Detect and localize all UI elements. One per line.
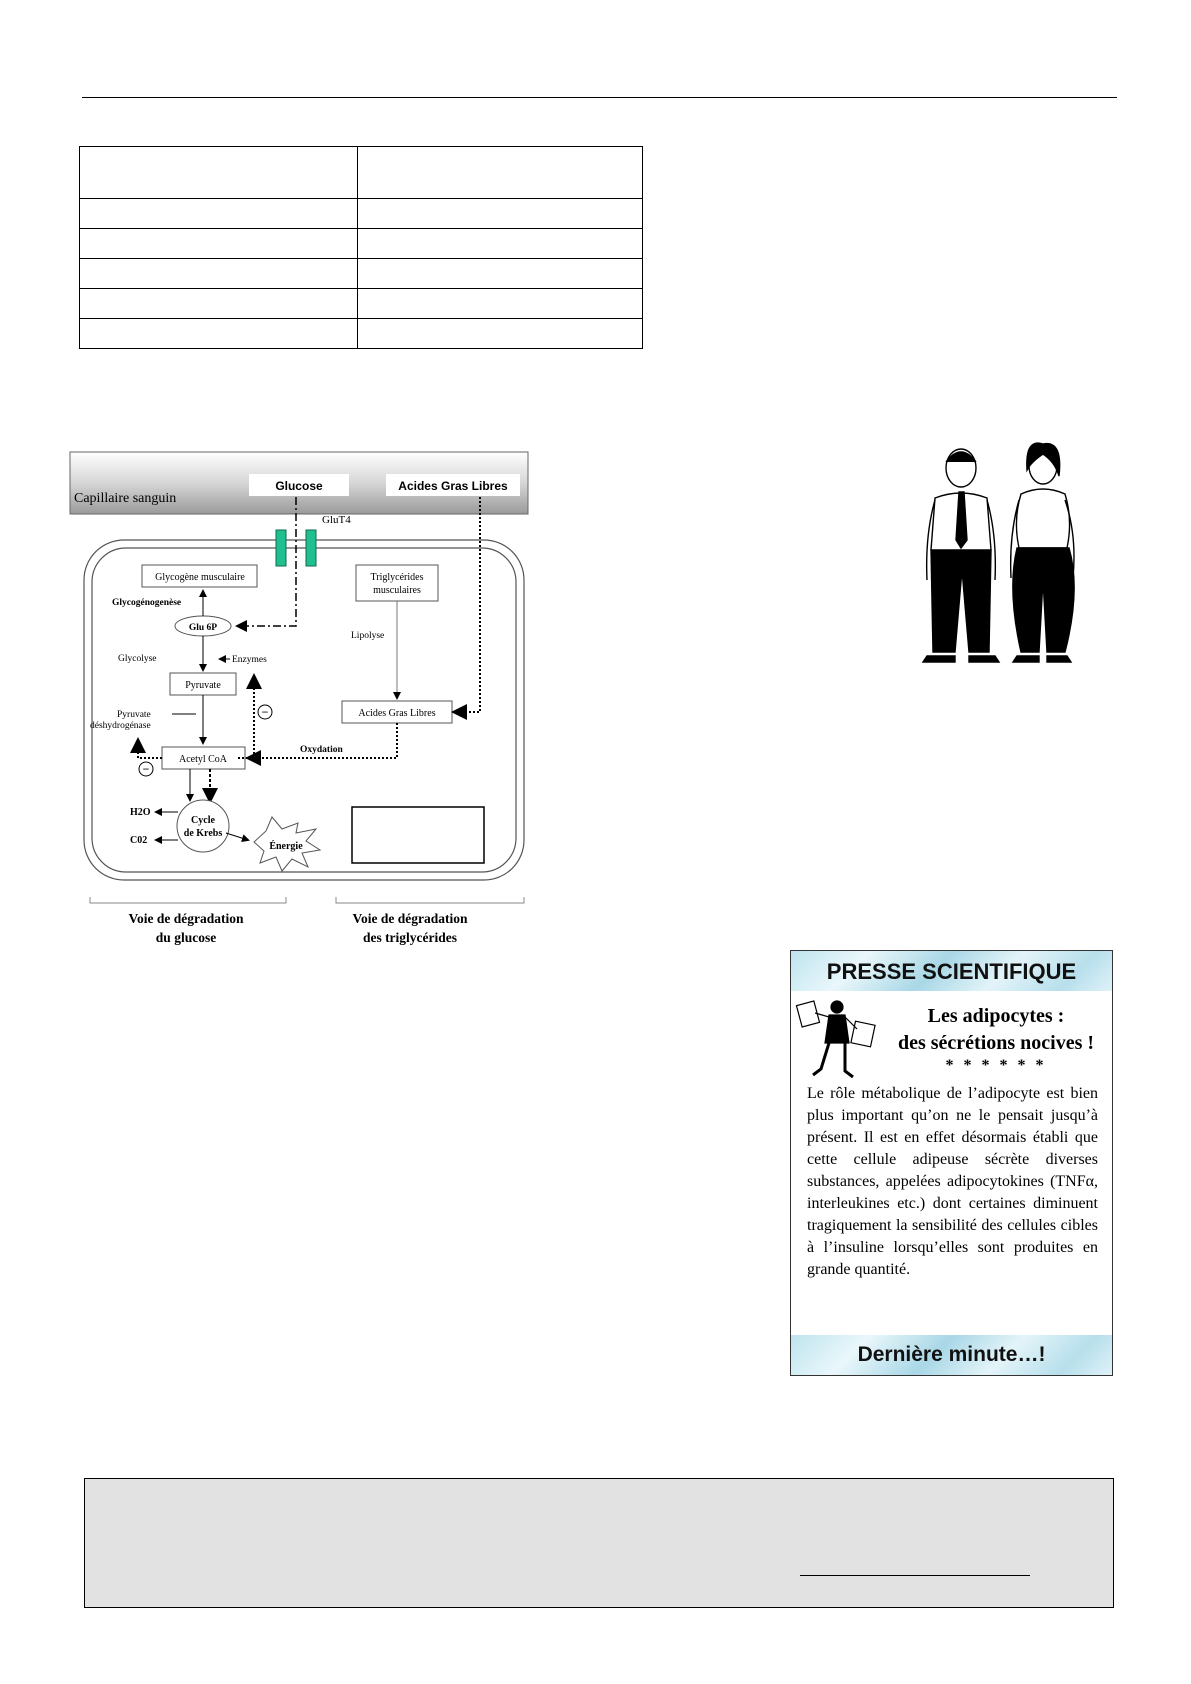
pyruvate-dh-label-1: Pyruvate xyxy=(117,710,151,720)
bottom-answer-box[interactable] xyxy=(84,1478,1114,1608)
press-body: Le rôle métabolique de l’adipocyte est bien plus important qu’on ne le pensait jusqu’à présent. Il est en effet désormais établi que cette cellule adipeuse sécrète diverses substances, appelées adipocytokines (TNFα, interleukines etc.) dont certaines diminuent tragiquement la sensibilité des cellules cibles à l’insuline lorsqu’elles sont produites en grande quantité. xyxy=(807,1085,1098,1278)
voie-glucose-label-2: du glucose xyxy=(155,930,217,945)
krebs-cycle-node xyxy=(177,800,229,852)
newspaper-right-icon xyxy=(851,1021,875,1047)
voie-tg-label-2: des triglycérides xyxy=(362,930,458,945)
answer-box[interactable] xyxy=(352,807,484,863)
brace-triglycerides xyxy=(336,897,524,903)
glut4-label: GluT4 xyxy=(322,514,351,526)
man-trousers xyxy=(931,550,991,652)
obese-couple-illustration xyxy=(905,440,1095,670)
agl-inner-label: Acides Gras Libres xyxy=(358,708,436,719)
arrow-energie xyxy=(226,833,248,840)
capillary-label: Capillaire sanguin xyxy=(74,491,177,506)
arrow-agl-entry xyxy=(455,497,480,712)
blank-table xyxy=(79,146,643,349)
table-cell[interactable] xyxy=(358,199,643,229)
man-shoes xyxy=(923,656,999,662)
newspaper-boy-icon xyxy=(795,995,885,1083)
krebs-label-2: de Krebs xyxy=(183,828,223,839)
glycogene-label: Glycogène musculaire xyxy=(155,572,245,583)
acetyl-coa-label: Acetyl CoA xyxy=(178,754,228,765)
enzymes-label: Enzymes xyxy=(232,655,267,665)
glycolyse-label: Glycolyse xyxy=(118,654,157,664)
table-cell[interactable] xyxy=(358,147,643,199)
pyruvate-label: Pyruvate xyxy=(185,680,221,691)
table-cell[interactable] xyxy=(80,147,358,199)
energie-label: Énergie xyxy=(269,841,303,852)
agl-top-label: Acides Gras Libres xyxy=(398,479,508,493)
brace-glucose xyxy=(90,897,286,903)
inhibition-sign-right-label: − xyxy=(261,705,269,719)
co2-label: C02 xyxy=(130,835,148,846)
press-footer: Dernière minute…! xyxy=(791,1335,1112,1375)
inhibition-sign-left-label: − xyxy=(142,762,150,776)
pyruvate-dh-label-2: déshydrogénase xyxy=(90,721,151,731)
woman-trousers xyxy=(1013,548,1074,652)
press-title-line-2: des sécrétions nocives ! xyxy=(897,1032,1095,1054)
lipolyse-label: Lipolyse xyxy=(351,631,385,641)
press-title xyxy=(886,1003,1106,1057)
table-cell[interactable] xyxy=(358,229,643,259)
triglycerides-label-1: Triglycérides xyxy=(370,572,424,583)
glut4-channel-left xyxy=(276,530,286,566)
triglycerides-label-2: musculaires xyxy=(373,585,421,596)
woman-top xyxy=(1016,489,1069,548)
oxydation-label: Oxydation xyxy=(300,745,343,755)
h2o-label: H2O xyxy=(130,807,151,818)
woman-shoes xyxy=(1013,656,1071,662)
press-title-line-1: Les adipocytes : xyxy=(927,1005,1065,1027)
press-stars: * * * * * * xyxy=(945,1057,1047,1074)
glut4-channel-right xyxy=(306,530,316,566)
voie-glucose-label-1: Voie de dégradation xyxy=(128,911,244,926)
press-article xyxy=(790,950,1113,1376)
arrow-glucose-entry xyxy=(238,497,296,626)
arrow-inhibition-pdh xyxy=(138,741,162,758)
signature-line xyxy=(800,1575,1030,1576)
header-rule xyxy=(82,97,1117,98)
muscle-metabolism-diagram xyxy=(60,445,540,960)
krebs-label-1: Cycle xyxy=(191,815,215,826)
table-cell[interactable] xyxy=(80,319,358,349)
table-cell[interactable] xyxy=(80,199,358,229)
glycogenogenese-label: Glycogénogenèse xyxy=(112,598,182,608)
newspaper-left-icon xyxy=(796,1001,819,1027)
glucose-label: Glucose xyxy=(275,479,323,493)
table-cell[interactable] xyxy=(358,319,643,349)
glu6p-label: Glu 6P xyxy=(188,623,218,633)
press-header: PRESSE SCIENTIFIQUE xyxy=(791,951,1112,991)
table-cell[interactable] xyxy=(358,259,643,289)
table-cell[interactable] xyxy=(80,289,358,319)
voie-tg-label-1: Voie de dégradation xyxy=(352,911,468,926)
table-cell[interactable] xyxy=(80,259,358,289)
table-cell[interactable] xyxy=(80,229,358,259)
table-cell[interactable] xyxy=(358,289,643,319)
arrow-inhibition-enzymes xyxy=(238,677,254,758)
